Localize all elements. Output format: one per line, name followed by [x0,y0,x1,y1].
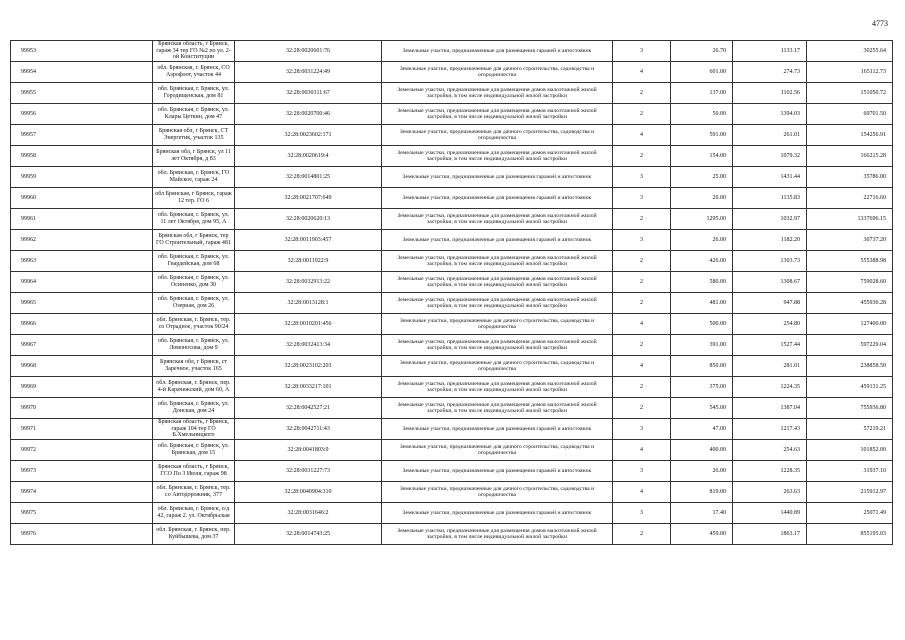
area-cell: 400.00 [671,440,733,461]
area-cell: 375.00 [671,377,733,398]
row-id-cell: 99953 [11,41,153,62]
use-group-cell: 3 [613,188,671,209]
land-use-cell: Земельные участки, предназначенные для размещения гаражей и автостоянок [382,503,613,524]
land-use-cell: Земельные участки, предназначенные для дачного строительства, садоводства и огородничества [382,440,613,461]
cadastral-value-cell: 30737.20 [807,230,893,251]
cadastral-number-cell: 32:28:0021707:649 [235,188,382,209]
address-cell: обл. Брянская, г. Брянск, ГО Майское, гараж 24 [153,167,235,188]
cadastral-number-cell: 32:28:0023102:203 [235,356,382,377]
area-cell: 391.00 [671,335,733,356]
unit-value-cell: 1394.03 [733,104,807,125]
table-body [11,41,893,545]
unit-value-cell: 1032.97 [733,209,807,230]
cadastral-value-cell: 855195.03 [807,524,893,545]
land-use-cell: Земельные участки, предназначенные для размещения гаражей и автостоянок [382,461,613,482]
row-id-cell: 99964 [11,272,153,293]
area-cell: 850.00 [671,356,733,377]
cadastral-number-cell: 32:28:0030311:67 [235,83,382,104]
area-cell: 25.00 [671,167,733,188]
cadastral-value-cell: 1337696.15 [807,209,893,230]
land-use-cell: Земельные участки, предназначенные для размещения гаражей и автостоянок [382,230,613,251]
cadastral-number-cell: 32:28:0014743:25 [235,524,382,545]
row-id-cell: 99969 [11,377,153,398]
cadastral-value-cell: 35786.00 [807,167,893,188]
cadastral-number-cell: 32:28:0041803:9 [235,440,382,461]
cadastral-number-cell: 32:28:0032413:34 [235,335,382,356]
cadastral-number-cell: 32:28:0011903:457 [235,230,382,251]
table-row [11,461,893,482]
page-number: 4773 [872,19,888,28]
unit-value-cell: 254.80 [733,314,807,335]
land-use-cell: Земельные участки, предназначенные для размещения гаражей и автостоянок [382,41,613,62]
row-id-cell: 99975 [11,503,153,524]
area-cell: 545.00 [671,398,733,419]
table-row [11,209,893,230]
address-cell: обл. Брянская, г. Брянск, ул. Озерная, дом 26 [153,293,235,314]
cadastral-number-cell: 32:28:0031227:73 [235,461,382,482]
address-cell: Брянская область, г Брянск, гараж 104 тер ГО Б.Хмельницкого [153,419,235,440]
use-group-cell: 3 [613,503,671,524]
area-cell: 137.00 [671,83,733,104]
unit-value-cell: 274.73 [733,62,807,83]
area-cell: 481.00 [671,293,733,314]
cadastral-number-cell: 32:28:0042527:21 [235,398,382,419]
area-cell: 26.00 [671,230,733,251]
unit-value-cell: 1228.35 [733,461,807,482]
row-id-cell: 99962 [11,230,153,251]
unit-value-cell: 947.88 [733,293,807,314]
area-cell: 601.00 [671,62,733,83]
row-id-cell: 99954 [11,62,153,83]
unit-value-cell: 1440.89 [733,503,807,524]
unit-value-cell: 1182.20 [733,230,807,251]
address-cell: обл. Брянская, г. Брянск, ул. Осипенко, дом 30 [153,272,235,293]
unit-value-cell: 1217.43 [733,419,807,440]
table-row [11,314,893,335]
area-cell: 47.00 [671,419,733,440]
land-use-cell: Земельные участки, предназначенные для размещения гаражей и автостоянок [382,188,613,209]
land-use-cell: Земельные участки, предназначенные для размещения домов малоэтажной жилой застройки, в том числе индивидуальной жилой застройки [382,209,613,230]
row-id-cell: 99972 [11,440,153,461]
unit-value-cell: 1224.35 [733,377,807,398]
row-id-cell: 99965 [11,293,153,314]
area-cell: 26.70 [671,41,733,62]
table-row [11,356,893,377]
use-group-cell: 2 [613,104,671,125]
cadastral-number-cell: 32:28:0020700:46 [235,104,382,125]
cadastral-number-cell: 32:28:0040904:310 [235,482,382,503]
cadastral-value-cell: 166215.28 [807,146,893,167]
use-group-cell: 4 [613,356,671,377]
cadastral-value-cell: 759028.60 [807,272,893,293]
row-id-cell: 99971 [11,419,153,440]
land-use-cell: Земельные участки, предназначенные для размещения домов малоэтажной жилой застройки, в том числе индивидуальной жилой застройки [382,524,613,545]
cadastral-number-cell: 32:28:0020601:76 [235,41,382,62]
use-group-cell: 2 [613,398,671,419]
row-id-cell: 99966 [11,314,153,335]
table-row [11,41,893,62]
unit-value-cell: 1527.44 [733,335,807,356]
unit-value-cell: 1308.67 [733,272,807,293]
cadastral-value-cell: 69701.50 [807,104,893,125]
row-id-cell: 99970 [11,398,153,419]
row-id-cell: 99956 [11,104,153,125]
area-cell: 50.00 [671,104,733,125]
address-cell: обл. Брянская, г. Брянск, ул. 11 лет Октября, дом 95, А [153,209,235,230]
row-id-cell: 99967 [11,335,153,356]
land-use-cell: Земельные участки, предназначенные для размещения домов малоэтажной жилой застройки, в том числе индивидуальной жилой застройки [382,146,613,167]
land-use-cell: Земельные участки, предназначенные для дачного строительства, садоводства и огородничества [382,314,613,335]
land-use-cell: Земельные участки, предназначенные для размещения домов малоэтажной жилой застройки, в том числе индивидуальной жилой застройки [382,251,613,272]
use-group-cell: 2 [613,209,671,230]
area-cell: 1295.00 [671,209,733,230]
cadastral-value-cell: 555388.98 [807,251,893,272]
unit-value-cell: 263.63 [733,482,807,503]
address-cell: обл. Брянская, г. Брянск, тер. со Отрадное, участок 90/24 [153,314,235,335]
row-id-cell: 99976 [11,524,153,545]
cadastral-value-cell: 755936.80 [807,398,893,419]
cadastral-value-cell: 154256.91 [807,125,893,146]
table-row [11,398,893,419]
unit-value-cell: 1133.17 [733,41,807,62]
use-group-cell: 4 [613,62,671,83]
use-group-cell: 2 [613,251,671,272]
land-use-cell: Земельные участки, предназначенные для дачного строительства, садоводства и огородничества [382,125,613,146]
row-id-cell: 99957 [11,125,153,146]
area-cell: 154.00 [671,146,733,167]
table-row [11,272,893,293]
unit-value-cell: 254.63 [733,440,807,461]
land-use-cell: Земельные участки, предназначенные для размещения домов малоэтажной жилой застройки, в том числе индивидуальной жилой застройки [382,272,613,293]
table-row [11,377,893,398]
land-use-cell: Земельные участки, предназначенные для дачного строительства, садоводства и огородничества [382,62,613,83]
address-cell: обл. Брянская, г. Брянск, ул. Гвардейская, дом 68 [153,251,235,272]
cadastral-number-cell: 32:28:0023602:171 [235,125,382,146]
row-id-cell: 99959 [11,167,153,188]
address-cell: обл. Брянская, г. Брянск, ул. Брянская, дом 15 [153,440,235,461]
area-cell: 500.00 [671,314,733,335]
row-id-cell: 99973 [11,461,153,482]
table-row [11,104,893,125]
land-registry-table [10,40,893,545]
use-group-cell: 2 [613,524,671,545]
use-group-cell: 2 [613,293,671,314]
land-use-cell: Земельные участки, предназначенные для размещения домов малоэтажной жилой застройки, в том числе индивидуальной жилой застройки [382,83,613,104]
unit-value-cell: 1079.32 [733,146,807,167]
table-row [11,503,893,524]
address-cell: обл. Брянская, г. Брянск, пер. 4-й Карачижский, дом 60, А [153,377,235,398]
cadastral-value-cell: 25071.49 [807,503,893,524]
table-row [11,146,893,167]
cadastral-value-cell: 30255.64 [807,41,893,62]
unit-value-cell: 1135.83 [733,188,807,209]
table-row [11,419,893,440]
use-group-cell: 3 [613,230,671,251]
address-cell: обл. Брянская, г. Брянск, ул. Клары Цеткин, дом 47 [153,104,235,125]
cadastral-value-cell: 31937.10 [807,461,893,482]
table-row [11,83,893,104]
unit-value-cell: 261.01 [733,125,807,146]
unit-value-cell: 1102.56 [733,83,807,104]
address-cell: обл. Брянская, г. Брянск, ул. Донская, дом 24 [153,398,235,419]
cadastral-number-cell: 32:28:0013128:1 [235,293,382,314]
address-cell: Брянская обл, г Брянск, СТ Энергетик, участок 135 [153,125,235,146]
address-cell: обл. Брянская, г. Брянск, ул. Ломоносова, дом 9 [153,335,235,356]
table-row [11,335,893,356]
table-row [11,251,893,272]
address-cell: Брянская обл, г Брянск, ст Заречное, участок 165 [153,356,235,377]
use-group-cell: 4 [613,125,671,146]
cadastral-number-cell: 32:28:0010201:456 [235,314,382,335]
area-cell: 591.00 [671,125,733,146]
cadastral-number-cell: 32:28:0011922:9 [235,251,382,272]
address-cell: обл. Брянская, г. Брянск, ул. Городищенская, дом 81 [153,83,235,104]
unit-value-cell: 1431.44 [733,167,807,188]
cadastral-number-cell: 32:28:0033217:101 [235,377,382,398]
address-cell: Брянская область, г Брянск, гараж 34 тер ГО №2 по ул. 2-ой Конституции [153,41,235,62]
land-use-cell: Земельные участки, предназначенные для размещения домов малоэтажной жилой застройки, в том числе индивидуальной жилой застройки [382,104,613,125]
table-row [11,188,893,209]
unit-value-cell: 281.01 [733,356,807,377]
cadastral-value-cell: 238858.50 [807,356,893,377]
row-id-cell: 99968 [11,356,153,377]
cadastral-value-cell: 101852.00 [807,440,893,461]
use-group-cell: 3 [613,461,671,482]
use-group-cell: 2 [613,83,671,104]
row-id-cell: 99961 [11,209,153,230]
address-cell: обл. Брянская, г. Брянск, пер. Куйбышева, дом 37 [153,524,235,545]
cadastral-number-cell: 32:28:0042711:43 [235,419,382,440]
land-use-cell: Земельные участки, предназначенные для дачного строительства, садоводства и огородничества [382,356,613,377]
cadastral-value-cell: 597229.04 [807,335,893,356]
address-cell: обл. Брянская, г. Брянск, СО Аэрофлот, участок 44 [153,62,235,83]
address-cell: Брянская обл, г Брянск, ул 11 лет Октября, д 83 [153,146,235,167]
address-cell: обл. Брянская, г. Брянск, о/д 42, гараж 2. ул. Октябрьская [153,503,235,524]
use-group-cell: 2 [613,377,671,398]
area-cell: 26.00 [671,461,733,482]
area-cell: 819.00 [671,482,733,503]
table-row [11,293,893,314]
table-row [11,524,893,545]
cadastral-number-cell: 32:28:0020619:4 [235,146,382,167]
unit-value-cell: 1387.04 [733,398,807,419]
table-row [11,440,893,461]
cadastral-value-cell: 22716.60 [807,188,893,209]
row-id-cell: 99974 [11,482,153,503]
use-group-cell: 4 [613,440,671,461]
area-cell: 426.00 [671,251,733,272]
cadastral-value-cell: 459131.25 [807,377,893,398]
address-cell: Брянская область, г Брянск, ГСО По 3 Июля, гараж 98 [153,461,235,482]
address-cell: Брянская обл, г Брянск, тер ГО Строительный, гараж 481 [153,230,235,251]
row-id-cell: 99958 [11,146,153,167]
row-id-cell: 99963 [11,251,153,272]
use-group-cell: 4 [613,482,671,503]
row-id-cell: 99960 [11,188,153,209]
cadastral-value-cell: 151050.72 [807,83,893,104]
cadastral-number-cell: 32:28:0020620:13 [235,209,382,230]
cadastral-value-cell: 455930.28 [807,293,893,314]
use-group-cell: 2 [613,272,671,293]
address-cell: обл Брянская, г Брянск, гараж 12 тер. ГО 6 [153,188,235,209]
table-row [11,482,893,503]
use-group-cell: 3 [613,41,671,62]
land-use-cell: Земельные участки, предназначенные для размещения домов малоэтажной жилой застройки, в том числе индивидуальной жилой застройки [382,335,613,356]
land-use-cell: Земельные участки, предназначенные для размещения домов малоэтажной жилой застройки, в том числе индивидуальной жилой застройки [382,398,613,419]
cadastral-value-cell: 57219.21 [807,419,893,440]
unit-value-cell: 1863.17 [733,524,807,545]
cadastral-value-cell: 165112.73 [807,62,893,83]
table-row [11,167,893,188]
address-cell: обл. Брянская, г. Брянск, тер. со Автодорожник, 377 [153,482,235,503]
cadastral-value-cell: 215912.97 [807,482,893,503]
use-group-cell: 2 [613,146,671,167]
area-cell: 20.00 [671,188,733,209]
use-group-cell: 4 [613,314,671,335]
unit-value-cell: 1303.73 [733,251,807,272]
land-use-cell: Земельные участки, предназначенные для размещения домов малоэтажной жилой застройки, в том числе индивидуальной жилой застройки [382,293,613,314]
cadastral-value-cell: 127400.00 [807,314,893,335]
area-cell: 580.00 [671,272,733,293]
area-cell: 459.00 [671,524,733,545]
land-use-cell: Земельные участки, предназначенные для размещения домов малоэтажной жилой застройки, в том числе индивидуальной жилой застройки [382,377,613,398]
cadastral-number-cell: 32:28:0032913:22 [235,272,382,293]
cadastral-number-cell: 32:28:0031646:2 [235,503,382,524]
use-group-cell: 3 [613,419,671,440]
table-row [11,230,893,251]
table-row [11,62,893,83]
cadastral-number-cell: 32:28:0014801:25 [235,167,382,188]
use-group-cell: 2 [613,335,671,356]
row-id-cell: 99955 [11,83,153,104]
area-cell: 17.40 [671,503,733,524]
land-use-cell: Земельные участки, предназначенные для размещения гаражей и автостоянок [382,167,613,188]
table-row [11,125,893,146]
land-use-cell: Земельные участки, предназначенные для размещения гаражей и автостоянок [382,419,613,440]
cadastral-number-cell: 32:28:0031224:49 [235,62,382,83]
land-use-cell: Земельные участки, предназначенные для дачного строительства, садоводства и огородничества [382,482,613,503]
use-group-cell: 3 [613,167,671,188]
